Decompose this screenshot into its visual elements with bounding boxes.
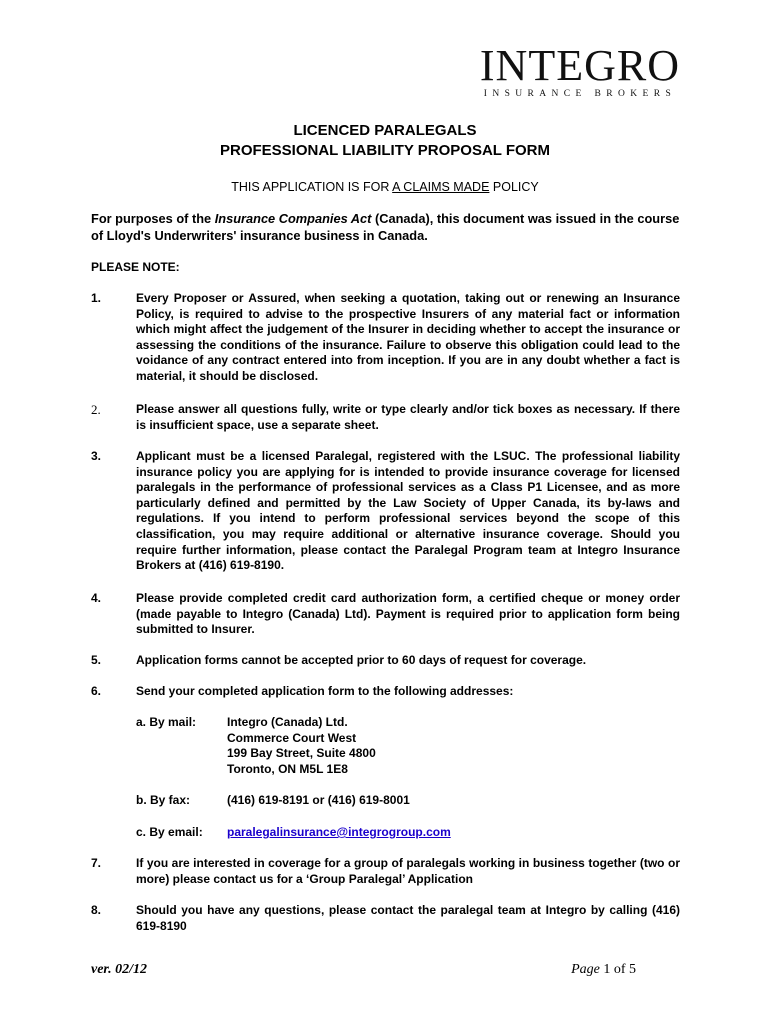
note-text: Application forms cannot be accepted prior to 60 days of request for coverage. — [136, 653, 587, 667]
note-item-4 — [91, 591, 691, 638]
note-text: Send your completed application form to the following addresses: — [136, 684, 514, 698]
note-item-6 — [91, 684, 691, 700]
purpose-statement — [91, 210, 691, 244]
note-item-3 — [91, 449, 691, 574]
mail-address — [227, 715, 376, 777]
note-number: 5. — [91, 653, 102, 667]
note-number: 7. — [91, 856, 102, 870]
page-word: Page — [571, 962, 600, 977]
mail-label: a. By mail: — [136, 715, 197, 729]
note-item-5 — [91, 653, 691, 669]
integro-logo — [479, 41, 680, 99]
mail-line: Integro (Canada) Ltd. — [227, 715, 348, 729]
note-item-1 — [91, 291, 691, 385]
note-number: 3. — [91, 449, 102, 463]
mail-line: Toronto, ON M5L 1E8 — [227, 761, 348, 776]
logo-name: INTEGRO — [479, 41, 680, 90]
version-label: ver. 02/12 — [91, 962, 147, 977]
note-text: Should you have any questions, please contact the paralegal team at Integro by calling (416) 619-8190 — [136, 903, 680, 933]
note-text: If you are interested in coverage for a group of paralegals working in business together (two or more) please contact us for a ‘Group Paralegal’ Application — [136, 856, 680, 886]
logo-subtitle: INSURANCE BROKERS — [483, 89, 677, 99]
note-number: 2. — [91, 402, 101, 417]
purpose-act: Insurance Companies Act — [214, 211, 372, 226]
mail-line: Commerce Court West — [227, 730, 357, 745]
fax-label: b. By fax: — [136, 793, 191, 807]
purpose-post: (Canada), this document was issued in the course of Lloyd's Underwriters' insurance business in Canada. — [91, 211, 680, 243]
page-count: 1 of 5 — [599, 962, 636, 977]
note-item-7 — [91, 856, 691, 887]
note-number: 1. — [91, 291, 102, 305]
application-type-pre: THIS APPLICATION IS FOR — [231, 180, 393, 194]
purpose-pre: For purposes of the — [91, 211, 215, 226]
please-note-heading: PLEASE NOTE: — [91, 260, 180, 274]
email-label: c. By email: — [136, 825, 203, 839]
application-type-claims-made: A CLAIMS MADE — [392, 180, 490, 194]
application-type-post: POLICY — [489, 180, 539, 194]
application-type — [0, 180, 770, 194]
note-number: 8. — [91, 903, 102, 917]
note-text: Please answer all questions fully, write or type clearly and/or tick boxes as necessary. If there is insufficient space, use a separate sheet. — [136, 402, 680, 432]
form-title-line-1: LICENCED PARALEGALS — [293, 122, 477, 139]
note-text: Every Proposer or Assured, when seeking a quotation, taking out or renewing an Insurance Policy, is required to advise to the prospective Insurers of any material fact or information which might affect the judgement of the Insurer in deciding whether to accept the insurance or assessing the conditions of the insurance. Failure to observe this obligation could lead to the voidance of any contract entered into from inception. If you are in any doubt whether a fact is material, it should be disclosed. — [136, 291, 680, 383]
note-item-2 — [91, 402, 691, 433]
form-title-line-2: PROFESSIONAL LIABILITY PROPOSAL FORM — [219, 142, 551, 159]
note-text: Please provide completed credit card authorization form, a certified cheque or money order (made payable to Integro (Canada) Ltd). Payment is required prior to application form being submitted to Insurer. — [136, 591, 680, 637]
note-number: 6. — [91, 684, 102, 698]
note-item-8 — [91, 903, 691, 934]
note-text: Applicant must be a licensed Paralegal, registered with the LSUC. The professional liability insurance policy you are applying for is intended to provide insurance coverage for licensed paralegals in the performance of professional services as a Class P1 Licensee, and as more particularly defined and permitted by the Law Society of Upper Canada, its by-laws and regulations. If you intend to perform professional services beyond the scope of this classification, you may require additional or alternative insurance coverage. Should you require further information, please contact the Paralegal Program team at Integro Insurance Brokers at (416) 619-8190. — [136, 449, 680, 573]
note-number: 4. — [91, 591, 102, 605]
page-number — [571, 962, 636, 978]
mail-line: 199 Bay Street, Suite 4800 — [227, 746, 376, 761]
email-link[interactable]: paralegalinsurance@integrogroup.com — [227, 825, 451, 839]
fax-value: (416) 619-8191 or (416) 619-8001 — [227, 793, 410, 807]
